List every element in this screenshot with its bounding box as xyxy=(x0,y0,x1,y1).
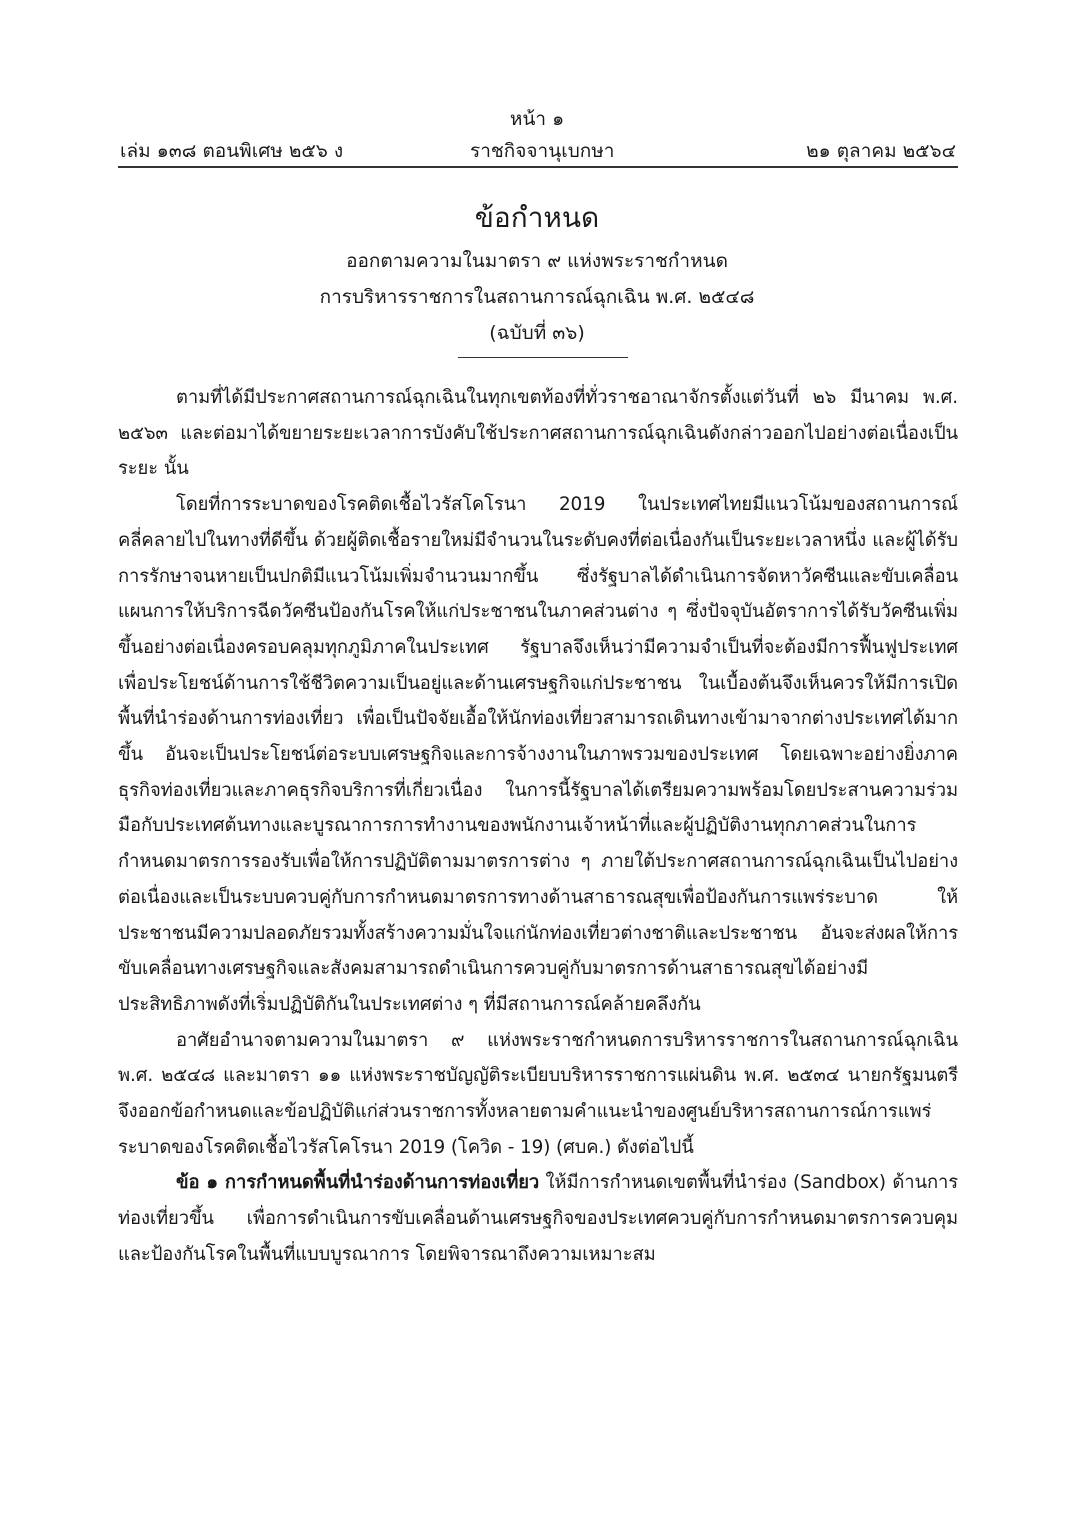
clause-1 xyxy=(118,1165,958,1272)
edition-number: (ฉบับที่ ๓๖) xyxy=(489,322,585,344)
page-number: หน้า ๑ xyxy=(509,108,565,130)
subtitle-line-1: ออกตามความในมาตรา ๙ แห่งพระราชกำหนด xyxy=(346,250,728,272)
header-divider xyxy=(118,166,958,168)
subtitle-line-2: การบริหารราชการในสถานการณ์ฉุกเฉิน พ.ศ. ๒๕๔๘ xyxy=(319,286,755,308)
paragraph-2: โดยที่การระบาดของโรคติดเชื้อไวรัสโคโรนา 2019 ในประเทศไทยมีแนวโน้มของสถานการณ์คลี่คลายไปในทางที่ดีขึ้น ด้วยผู้ติดเชื้อรายใหม่มีจำนวนในระดับคงที่ต่อเนื่องกันเป็นระยะเวลาหนึ่ง และผู้ได้รับการรักษาจนหายเป็นปกติมีแนวโน้มเพิ่มจำนวนมากขึ้น ซึ่งรัฐบาลได้ดำเนินการจัดหาวัคซีนและขับเคลื่อนแผนการให้บริการฉีดวัคซีนป้องกันโรคให้แก่ประชาชนในภาคส่วนต่าง ๆ ซึ่งปัจจุบันอัตราการได้รับวัคซีนเพิ่มขึ้นอย่างต่อเนื่องครอบคลุมทุกภูมิภาคในประเทศ รัฐบาลจึงเห็นว่ามีความจำเป็นที่จะต้องมีการฟื้นฟูประเทศเพื่อประโยชน์ด้านการใช้ชีวิตความเป็นอยู่และด้านเศรษฐกิจแก่ประชาชน ในเบื้องต้นจึงเห็นควรให้มีการเปิดพื้นที่นำร่องด้านการท่องเที่ยว เพื่อเป็นปัจจัยเอื้อให้นักท่องเที่ยวสามารถเดินทางเข้ามาจากต่างประเทศได้มากขึ้น อันจะเป็นประโยชน์ต่อระบบเศรษฐกิจและการจ้างงานในภาพรวมของประเทศ โดยเฉพาะอย่างยิ่งภาคธุรกิจท่องเที่ยวและภาคธุรกิจบริการที่เกี่ยวเนื่อง ในการนี้รัฐบาลได้เตรียมความพร้อมโดยประสานความร่วมมือกับประเทศต้นทางและบูรณาการการทำงานของพนักงานเจ้าหน้าที่และผู้ปฏิบัติงานทุกภาคส่วนในการกำหนดมาตรการรองรับเพื่อให้การปฏิบัติตามมาตรการต่าง ๆ ภายใต้ประกาศสถานการณ์ฉุกเฉินเป็นไปอย่างต่อเนื่องและเป็นระบบควบคู่กับการกำหนดมาตรการทางด้านสาธารณสุขเพื่อป้องกันการแพร่ระบาด ให้ประชาชนมีความปลอดภัยรวมทั้งสร้างความมั่นใจแก่นักท่องเที่ยวต่างชาติและประชาชน อันจะส่งผลให้การขับเคลื่อนทางเศรษฐกิจและสังคมสามารถดำเนินการควบคู่กับมาตรการด้านสาธารณสุขได้อย่างมีประสิทธิภาพดังที่เริ่มปฏิบัติกันในประเทศต่าง ๆ ที่มีสถานการณ์คล้ายคลึงกัน xyxy=(118,494,958,1015)
title-divider xyxy=(458,357,628,358)
gazette-name: ราชกิจจานุเบกษา xyxy=(470,140,615,162)
paragraph-1: ตามที่ได้มีประกาศสถานการณ์ฉุกเฉินในทุกเขตท้องที่ทั่วราชอาณาจักรตั้งแต่วันที่ ๒๖ มีนาคม พ.ศ. ๒๕๖๓ และต่อมาได้ขยายระยะเวลาการบังคับใช้ประกาศสถานการณ์ฉุกเฉินดังกล่าวออกไปอย่างต่อเนื่องเป็นระยะ นั้น xyxy=(118,387,958,480)
clause-1-text: ให้มีการกำหนดเขตพื้นที่นำร่อง (Sandbox) ด้านการท่องเที่ยวขึ้น เพื่อการดำเนินการขับเคลื่อนด้านเศรษฐกิจของประเทศควบคู่กับการกำหนดมาตรการควบคุมและป้องกันโรคในพื้นที่แบบบูรณาการ โดยพิจารณาถึงความเหมาะสม xyxy=(118,1172,958,1265)
publication-date: ๒๑ ตุลาคม ๒๕๖๔ xyxy=(806,140,956,162)
paragraph-3: อาศัยอำนาจตามความในมาตรา ๙ แห่งพระราชกำหนดการบริหารราชการในสถานการณ์ฉุกเฉิน พ.ศ. ๒๕๔๘ และมาตรา ๑๑ แห่งพระราชบัญญัติระเบียบบริหารราชการแผ่นดิน พ.ศ. ๒๕๓๔ นายกรัฐมนตรีจึงออกข้อกำหนดและข้อปฏิบัติแก่ส่วนราชการทั้งหลายตามคำแนะนำของศูนย์บริหารสถานการณ์การแพร่ระบาดของโรคติดเชื้อไวรัสโคโรนา 2019 (โควิด - 19) (ศบค.) ดังต่อไปนี้ xyxy=(118,1029,958,1158)
volume-issue: เล่ม ๑๓๘ ตอนพิเศษ ๒๕๖ ง xyxy=(120,140,344,162)
clause-1-heading: ข้อ ๑ การกำหนดพื้นที่นำร่องด้านการท่องเที่ยว xyxy=(176,1172,540,1194)
document-body xyxy=(118,380,958,1273)
document-title: ข้อกำหนด xyxy=(474,201,600,234)
